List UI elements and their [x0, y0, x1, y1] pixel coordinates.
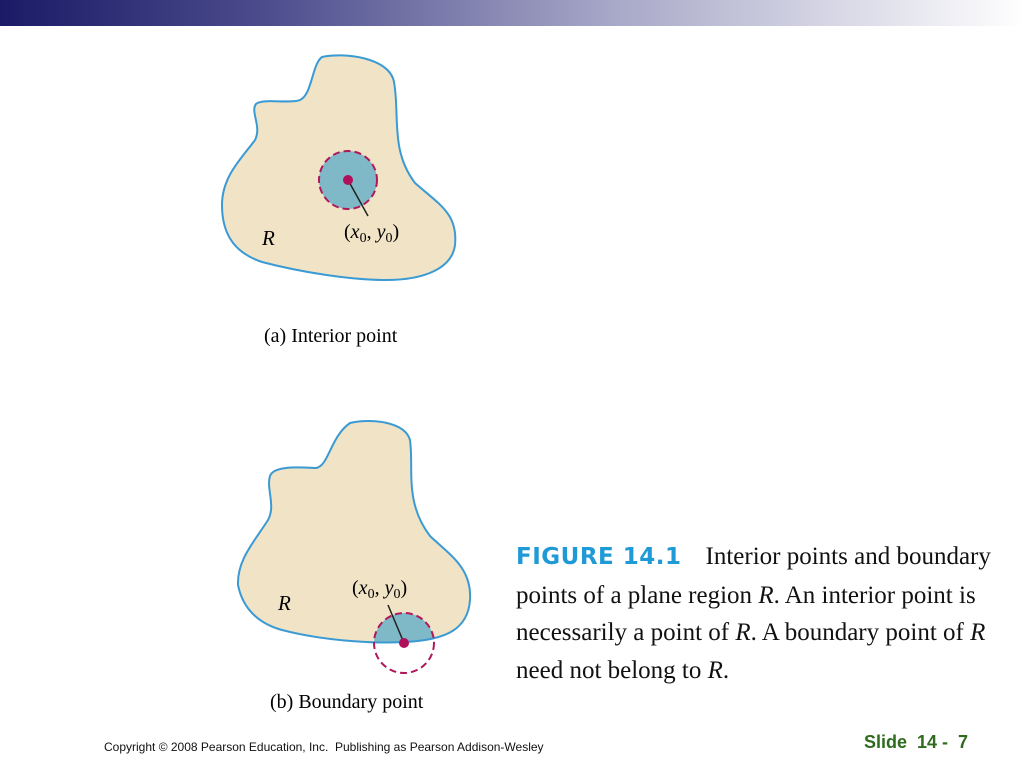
caption-part: R	[735, 619, 751, 646]
caption-part: . A boundary point of	[750, 619, 971, 646]
caption-part: .	[722, 656, 730, 684]
copyright-footer: Copyright © 2008 Pearson Education, Inc. Publishing as Pearson Addison-Wesley	[104, 740, 544, 754]
point-a	[343, 175, 353, 185]
point-b	[399, 638, 409, 648]
panel-a	[222, 55, 455, 347]
figure-label: FIGURE 14.1	[516, 544, 682, 570]
region-b	[238, 421, 470, 642]
region-label-b: R	[278, 591, 291, 615]
caption-part: . An interior point is necessarily a point of	[516, 581, 976, 646]
slide-number: Slide 14 - 7	[864, 732, 969, 752]
panel-caption-b: (b) Boundary point	[270, 691, 424, 713]
caption-part: R	[707, 656, 723, 684]
caption-part: R	[970, 619, 986, 646]
caption-part: need not belong to	[516, 656, 708, 684]
region-label-a: R	[262, 226, 275, 250]
point-label-a: ($x_0$, $y_0$)	[344, 221, 400, 246]
caption-part: Interior points and boundary points of a plane region	[516, 543, 991, 609]
panel-caption-a: (a) Interior point	[264, 325, 398, 347]
point-label-b: ($x_0$, $y_0$)	[352, 577, 408, 602]
panel-b	[238, 421, 470, 713]
caption-part: R	[758, 581, 774, 609]
figure-caption	[516, 538, 1016, 689]
